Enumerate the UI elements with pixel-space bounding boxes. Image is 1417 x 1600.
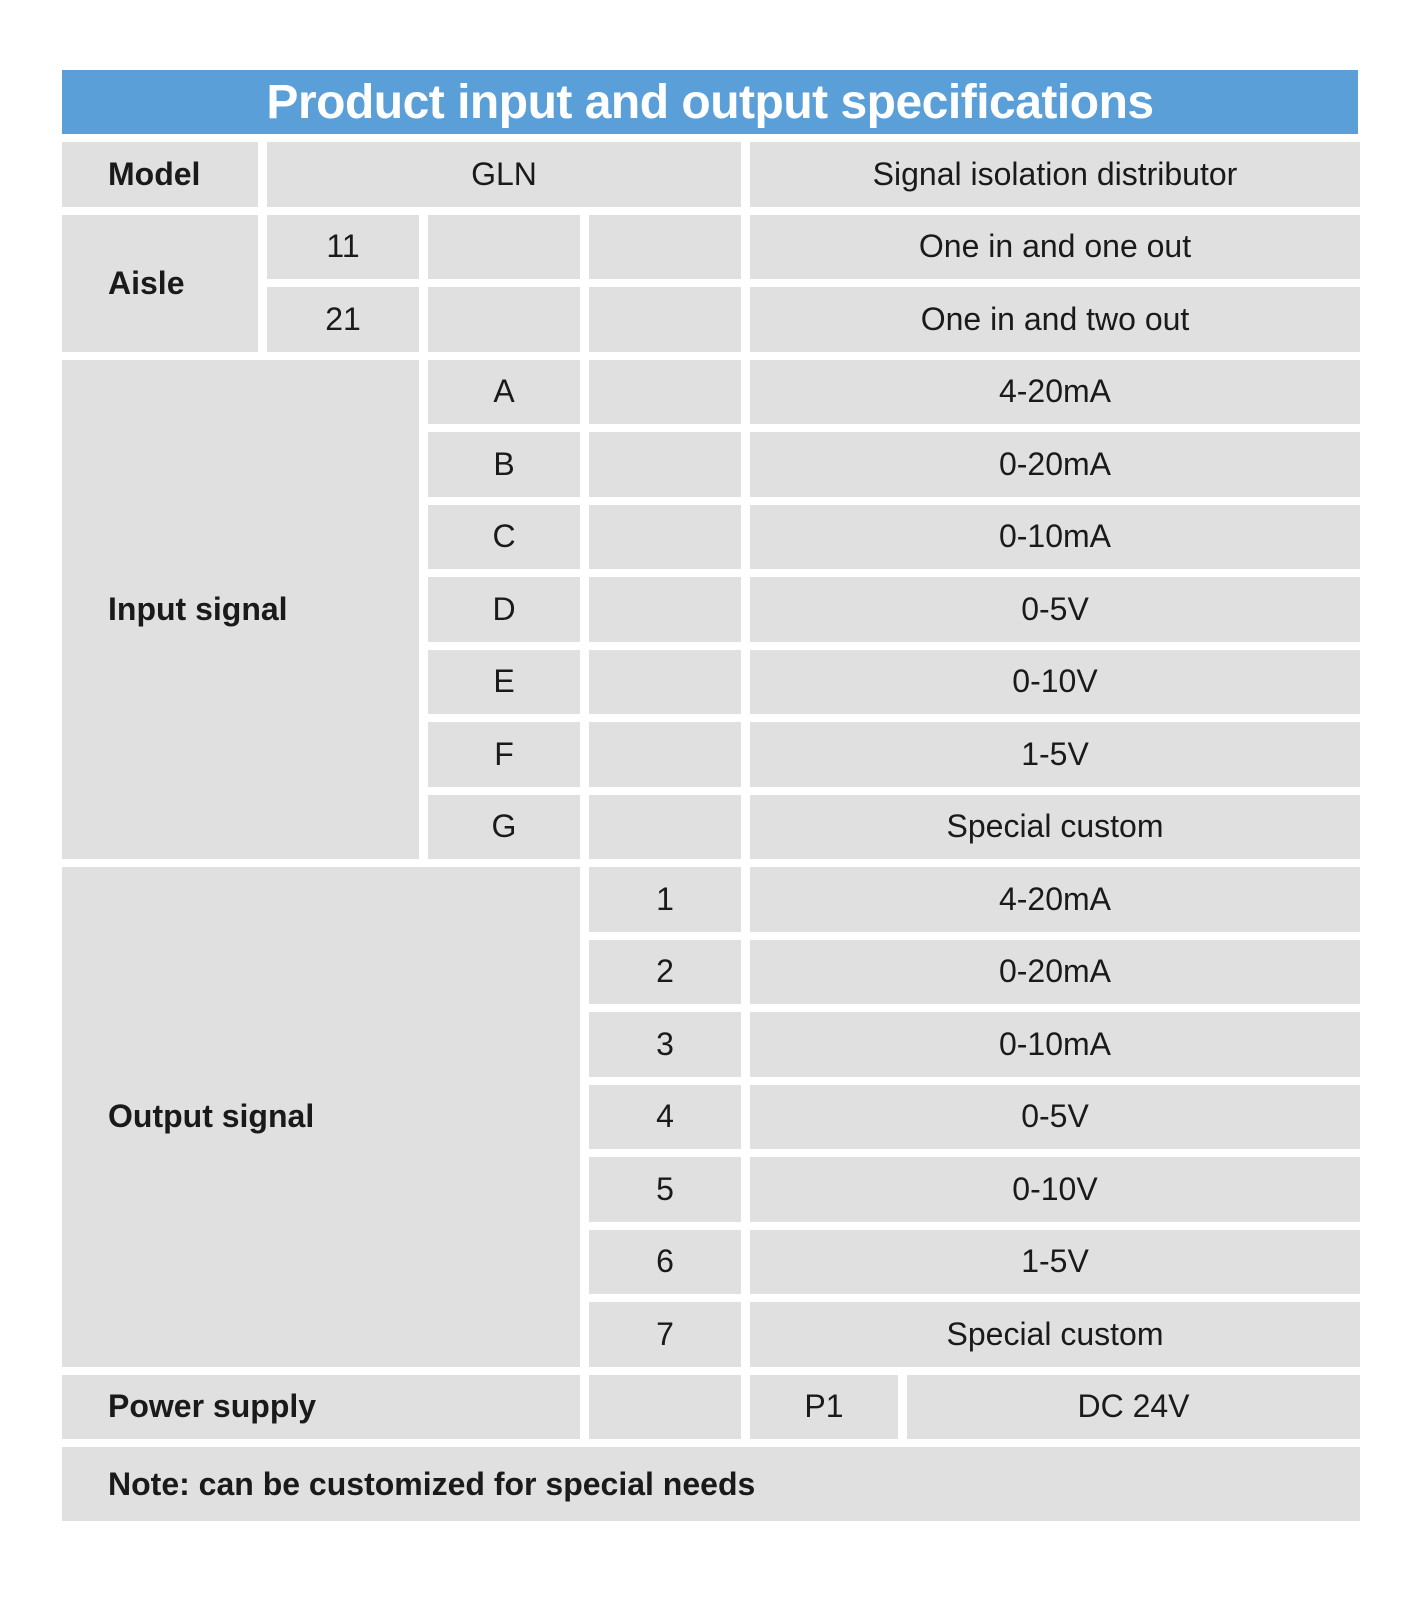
model-label: Model <box>62 142 258 207</box>
aisle-code: 11 <box>267 215 419 280</box>
input-code: G <box>428 795 580 860</box>
output-code: 5 <box>589 1157 741 1222</box>
output-code: 4 <box>589 1085 741 1150</box>
empty-cell <box>589 505 741 570</box>
empty-cell <box>589 360 741 425</box>
output-code: 1 <box>589 867 741 932</box>
input-code: B <box>428 432 580 497</box>
input-signal-label: Input signal <box>62 360 419 860</box>
output-code: 7 <box>589 1302 741 1367</box>
empty-cell <box>589 432 741 497</box>
aisle-label: Aisle <box>62 215 258 352</box>
table-title: Product input and output specifications <box>62 70 1358 134</box>
output-value: 0-10mA <box>750 1012 1360 1077</box>
input-value: 0-20mA <box>750 432 1360 497</box>
input-value: Special custom <box>750 795 1360 860</box>
input-value: 4-20mA <box>750 360 1360 425</box>
input-value: 0-10V <box>750 650 1360 715</box>
input-value: 1-5V <box>750 722 1360 787</box>
output-code: 3 <box>589 1012 741 1077</box>
empty-cell <box>589 650 741 715</box>
output-value: Special custom <box>750 1302 1360 1367</box>
output-value: 4-20mA <box>750 867 1360 932</box>
empty-cell <box>589 577 741 642</box>
empty-cell <box>428 287 580 352</box>
output-value: 0-10V <box>750 1157 1360 1222</box>
output-value: 0-20mA <box>750 940 1360 1005</box>
model-code: GLN <box>267 142 741 207</box>
empty-cell <box>589 215 741 280</box>
input-value: 0-5V <box>750 577 1360 642</box>
aisle-code: 21 <box>267 287 419 352</box>
output-value: 0-5V <box>750 1085 1360 1150</box>
empty-cell <box>589 722 741 787</box>
input-code: A <box>428 360 580 425</box>
empty-cell <box>589 795 741 860</box>
output-value: 1-5V <box>750 1230 1360 1295</box>
output-code: 6 <box>589 1230 741 1295</box>
input-value: 0-10mA <box>750 505 1360 570</box>
spec-table <box>62 142 1358 1516</box>
empty-cell <box>589 1375 741 1440</box>
input-code: E <box>428 650 580 715</box>
output-code: 2 <box>589 940 741 1005</box>
empty-cell <box>589 287 741 352</box>
power-supply-code: P1 <box>750 1375 898 1440</box>
power-supply-label: Power supply <box>62 1375 580 1440</box>
power-supply-value: DC 24V <box>907 1375 1360 1440</box>
aisle-description: One in and one out <box>750 215 1360 280</box>
output-signal-label: Output signal <box>62 867 580 1367</box>
input-code: C <box>428 505 580 570</box>
aisle-description: One in and two out <box>750 287 1360 352</box>
note-text: Note: can be customized for special needs <box>62 1447 1360 1521</box>
input-code: D <box>428 577 580 642</box>
empty-cell <box>428 215 580 280</box>
input-code: F <box>428 722 580 787</box>
model-description: Signal isolation distributor <box>750 142 1360 207</box>
